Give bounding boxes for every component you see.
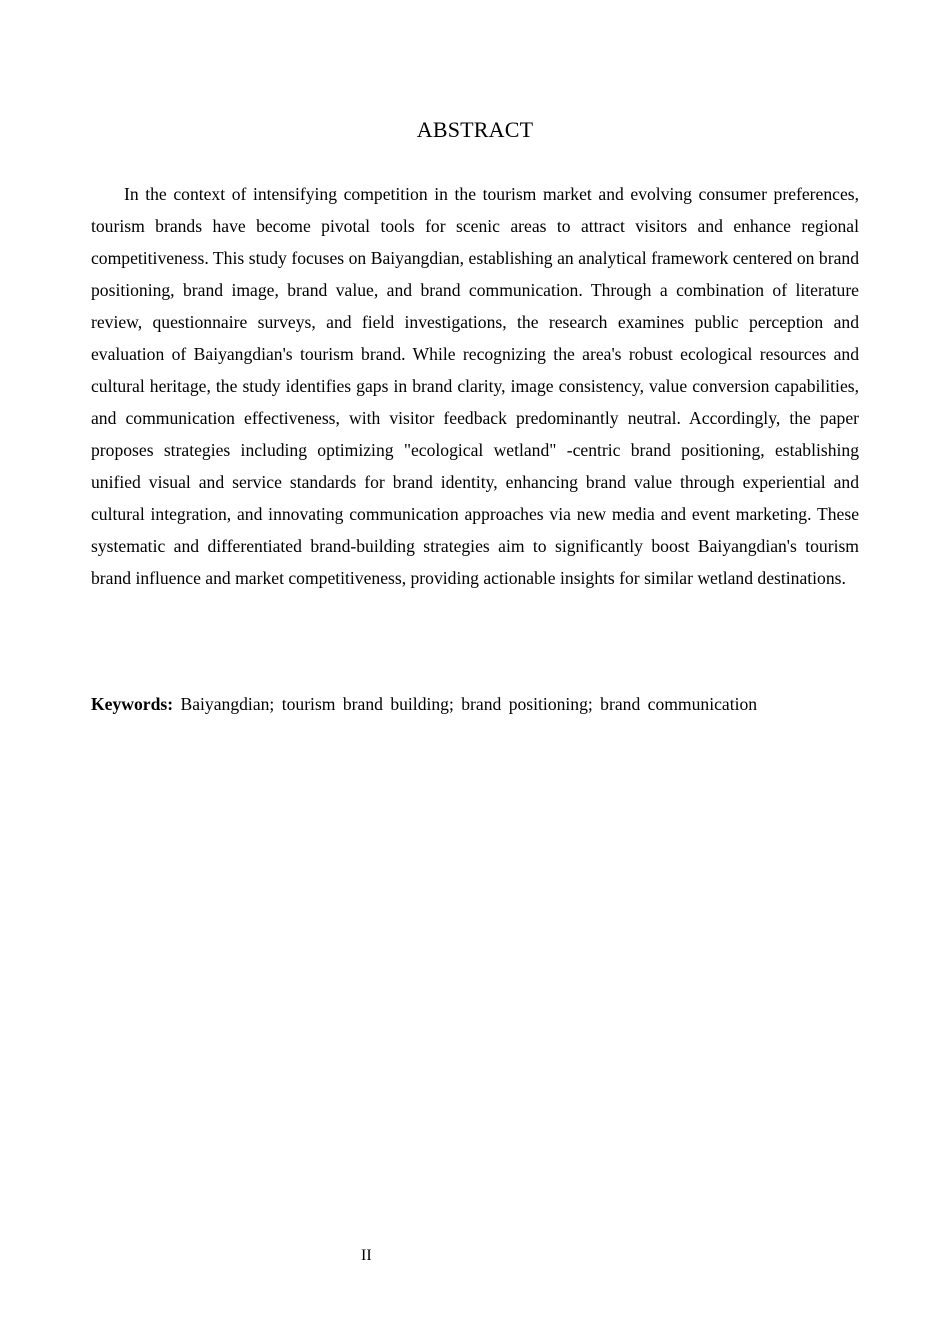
abstract-title: ABSTRACT	[416, 117, 534, 142]
keywords-label: Keywords:	[91, 694, 174, 714]
abstract-paragraph: In the context of intensifying competition in the tourism market and evolving consumer preferences, tourism brands have become pivotal tools for scenic areas to attract visitors and enhance regional competitiveness. This study focuses on Baiyangdian, establishing an analytical framework centered on brand positioning, brand image, brand value, and brand communication. Through a combination of literature review, questionnaire surveys, and field investigations, the research examines public perception and evaluation of Baiyangdian's tourism brand. While recognizing the area's robust ecological resources and cultural heritage, the study identifies gaps in brand clarity, image consistency, value conversion capabilities, and communication effectiveness, with visitor feedback predominantly neutral. Accordingly, the paper proposes strategies including optimizing "ecological wetland" -centric brand positioning, establishing unified visual and service standards for brand identity, enhancing brand value through experiential and cultural integration, and innovating communication approaches via new media and event marketing. These systematic and differentiated brand-building strategies aim to significantly boost Baiyangdian's tourism brand influence and market competitiveness, providing actionable insights for similar wetland destinations.	[91, 184, 859, 588]
keywords-text: Baiyangdian; tourism brand building; brand positioning; brand communication	[180, 694, 758, 714]
page-number: II	[361, 1247, 372, 1264]
keywords-line	[91, 688, 859, 720]
